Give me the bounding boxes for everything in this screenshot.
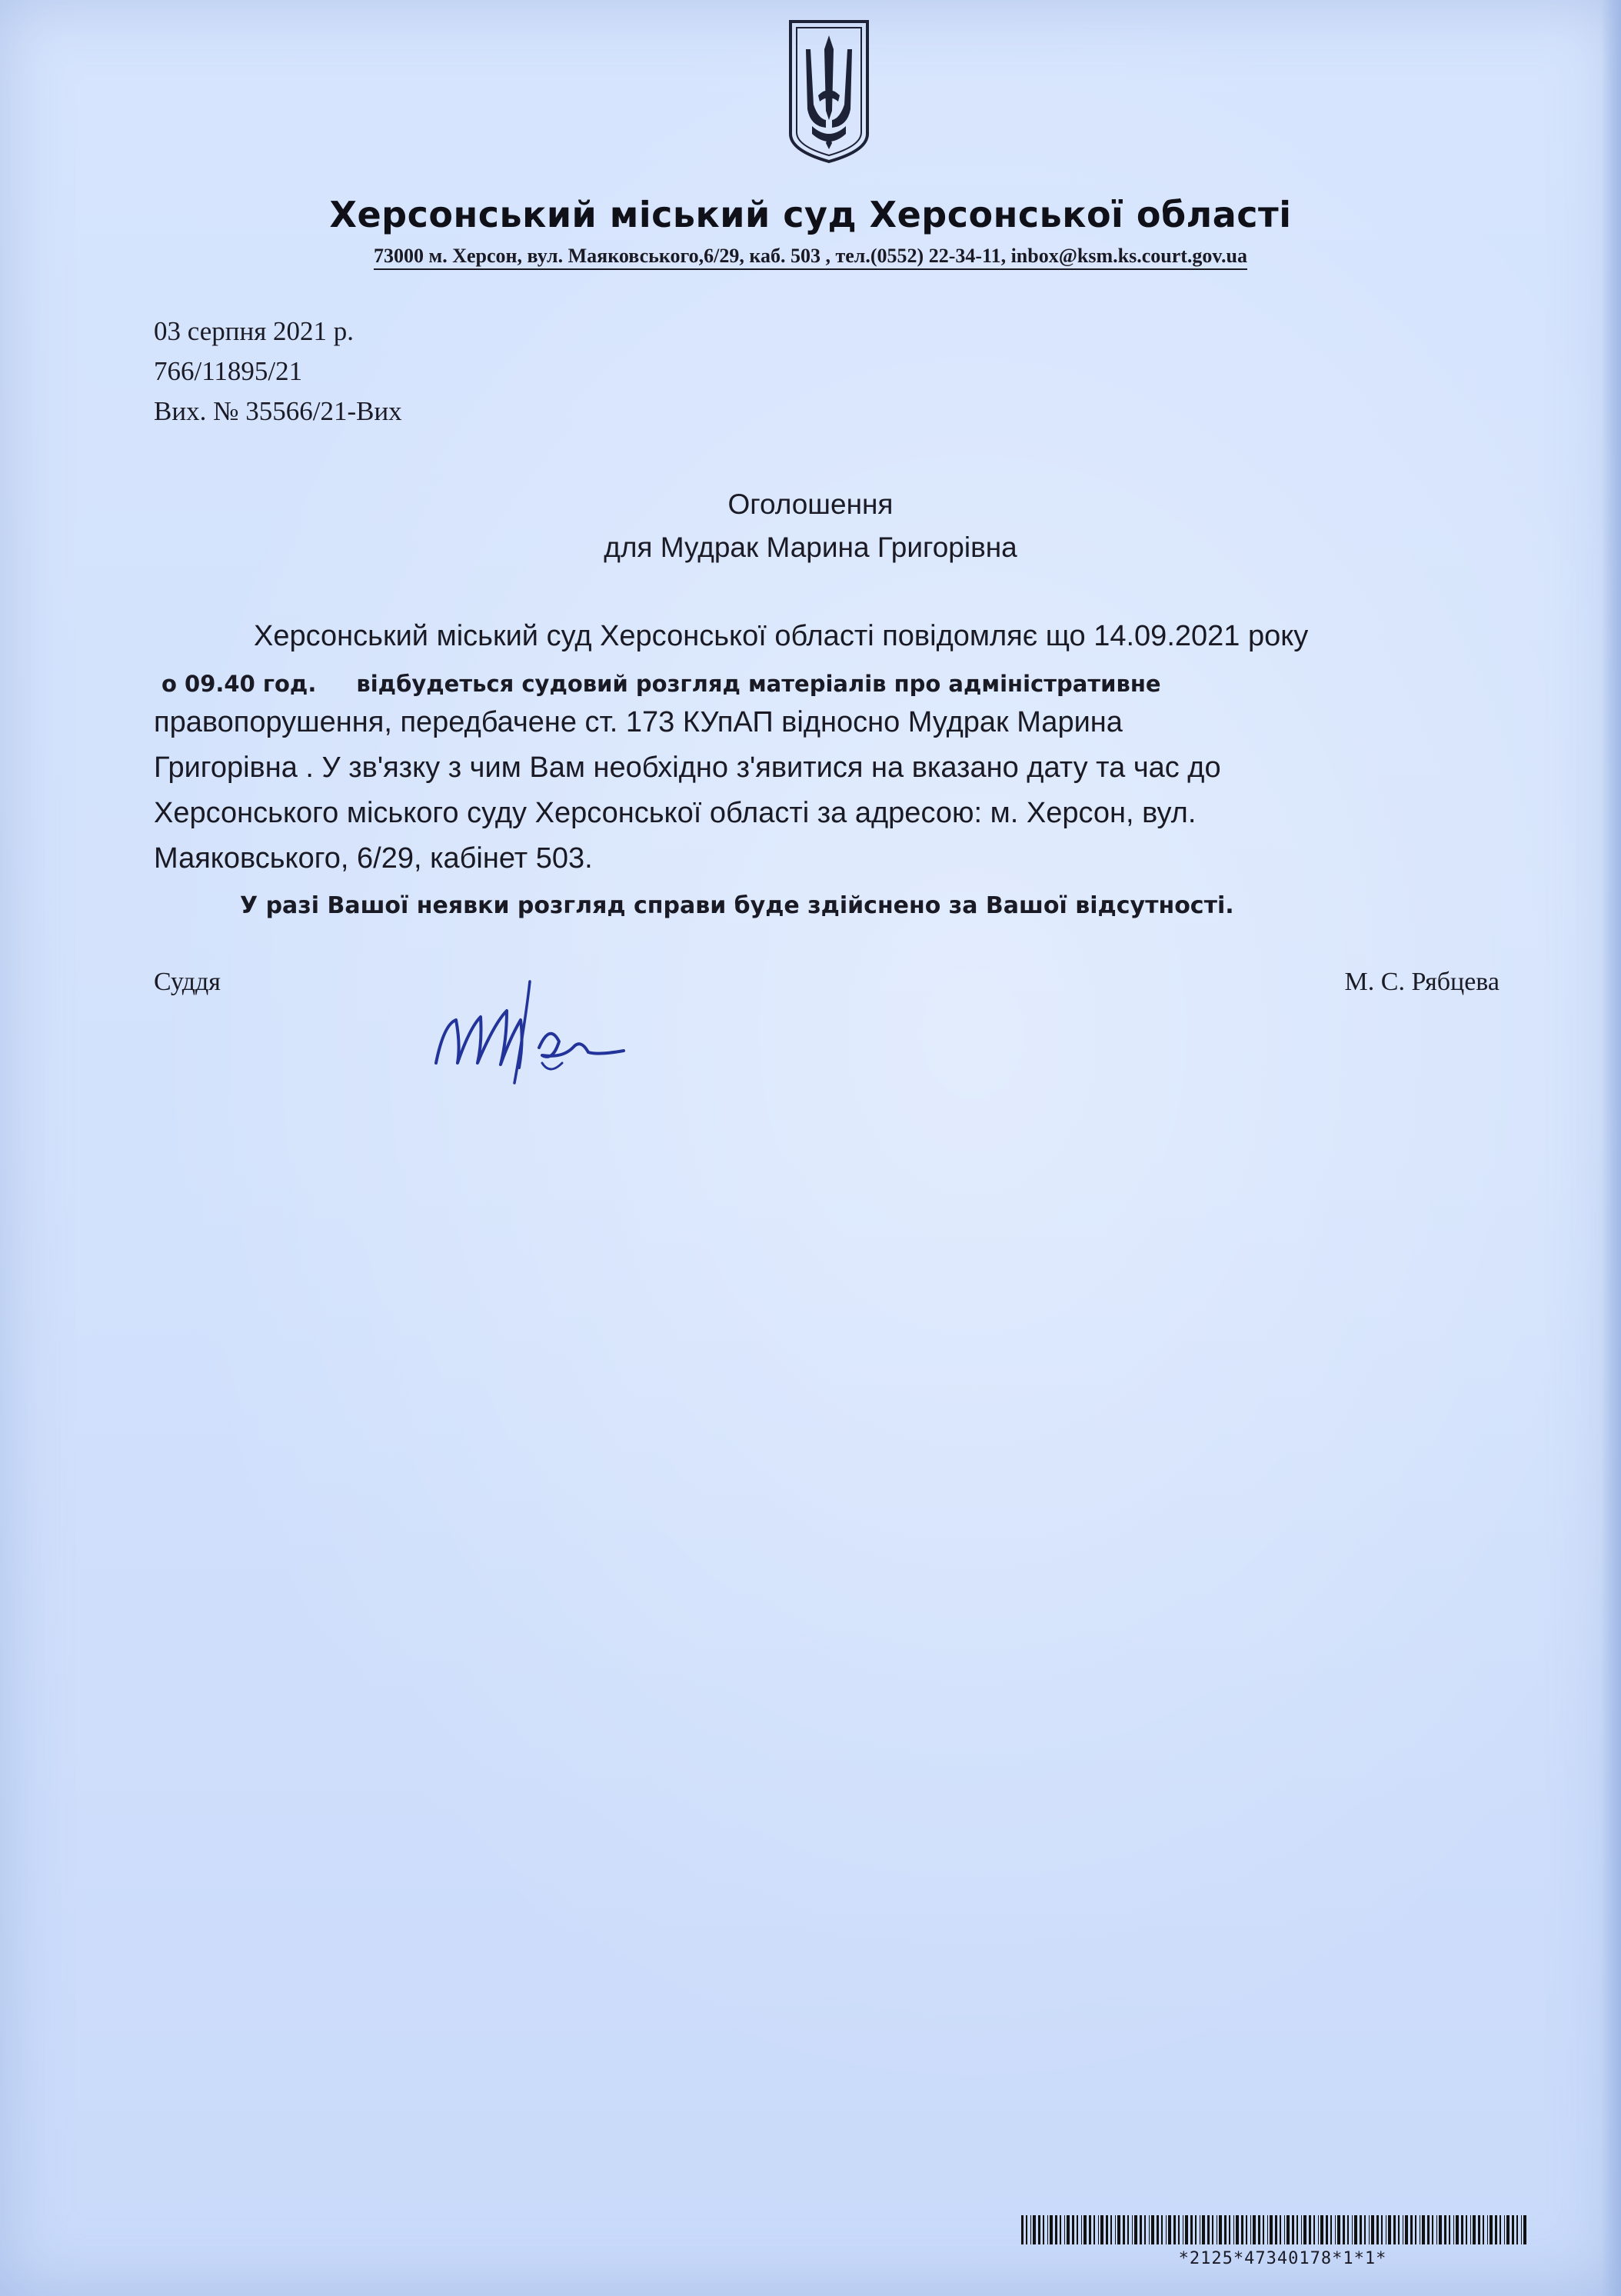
outgoing-number: Вих. № 35566/21-Вих	[154, 396, 402, 426]
document-date: 03 серпня 2021 р.	[154, 316, 354, 346]
body-line-1: Херсонський міський суд Херсонської області повідомляє що 14.09.2021 року	[254, 620, 1309, 652]
case-number: 766/11895/21	[154, 356, 303, 386]
body-line-3: правопорушення, передбачене ст. 173 КУпАП відносно Мудрак Марина	[154, 706, 1123, 738]
page-edge-shadow	[1601, 0, 1621, 2296]
body-line-2	[154, 671, 1161, 697]
court-name-heading: Херсонський міський суд Херсонської області	[329, 194, 1292, 235]
body-line-4: Григорівна . У зв'язку з чим Вам необхідно з'явитися на вказано дату та час до	[154, 751, 1221, 784]
judge-label: Суддя	[154, 968, 221, 996]
trident-coat-of-arms-icon	[787, 18, 870, 165]
document-meta	[154, 312, 402, 432]
court-address-line	[0, 245, 1621, 268]
barcode-number: *2125*47340178*1*1*	[1178, 2249, 1387, 2268]
body-line-6: Маяковського, 6/29, кабінет 503.	[154, 842, 593, 875]
absence-warning: У разі Вашої неявки розгляд справи буде здійснено за Вашої відсутності.	[240, 892, 1234, 919]
body-line-5: Херсонського міського суду Херсонської області за адресою: м. Херсон, вул.	[154, 797, 1197, 829]
body-line-2-text: відбудеться судовий розгляд матеріалів про адміністративне	[356, 671, 1161, 697]
handwritten-signature-icon	[427, 977, 634, 1092]
announcement-title: Оголошення	[727, 488, 894, 520]
announcement-recipient: для Мудрак Марина Григорівна	[604, 532, 1017, 563]
judge-name: М. С. Рябцева	[1344, 968, 1500, 996]
hearing-time: о 09.40 год.	[161, 671, 317, 697]
court-address-text: 73000 м. Херсон, вул. Маяковського,6/29, каб. 503 , тел.(0552) 22-34-11, inbox@ksm.ks.court.gov.ua	[374, 245, 1247, 270]
barcode-icon	[1021, 2215, 1529, 2244]
announcement-heading	[0, 483, 1621, 569]
